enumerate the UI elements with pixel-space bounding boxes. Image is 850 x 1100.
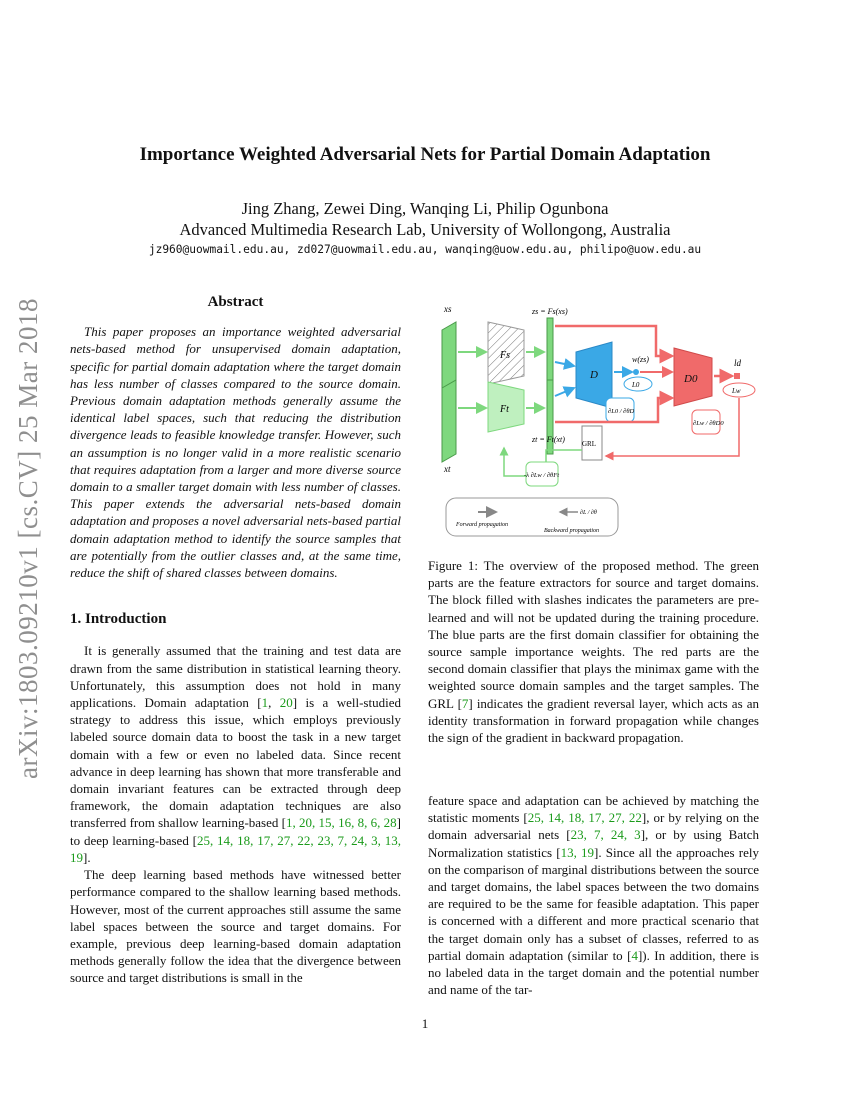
label-ld: ld — [734, 358, 742, 368]
label-d0: D0 — [684, 373, 698, 385]
figure-1-caption — [428, 557, 759, 746]
author-block — [0, 198, 850, 240]
label-zs: zs = Fs(xs) — [532, 307, 568, 316]
citation-links-batchnorm[interactable]: 13, 19 — [560, 844, 595, 860]
right-text-b: ], or by relying on the domain adversarial nets [ — [428, 810, 759, 843]
caption-text-a: Figure 1: The overview of the proposed method. The green parts are the feature extractors for source and target domains. The block filled with slashes indicates the parameters are pre-learned and will not be updated during the training procedure. The blue parts are the first domain classifier for obtaining the source sample importance weights. The red parts are the second domain classifier that plays the minimax game with the weighted source domain samples and the target samples. The GRL [ — [428, 558, 759, 711]
citation-link[interactable]: 1 — [261, 695, 269, 711]
caption-text-b: ] indicates the gradient reversal layer, which acts as an identity transformation in forward propagation while changes the sign of the gradient in backward propagation. — [428, 695, 759, 746]
arxiv-identifier: arXiv:1803.09210v1 [cs.CV] 25 Mar 2018 — [12, 297, 43, 779]
arrow-zs-d0 — [555, 326, 672, 356]
page-number: 1 — [421, 1016, 429, 1031]
paper-title: Importance Weighted Adversarial Nets for Partial Domain Adaptation — [139, 144, 711, 165]
arxiv-side-stamp — [6, 288, 50, 788]
legend-forward-label: Forward propagation — [456, 522, 509, 528]
right-text-d: ]. Since all the approaches rely on the comparison of marginal distributions between the source and target domains, the label spaces between the two domains are required to be the same for feasible adaptation. This paper is concerned with a different and more practical scenario that the target domain only has a subset of classes, referred to as partial domain adaptation (similar to [ — [428, 844, 760, 963]
label-fs: Fs — [500, 350, 510, 361]
weight-node — [633, 369, 639, 375]
arrow-zs-d — [555, 362, 574, 366]
intro-p1-text-b: ] is a well-studied strategy to address this issue, which employs previously labeled source domain data to boost the task in a new target domain with a few or even no labeled data. Since recent advance in deep learning has shown that more transferable and domain invariant features can be extracted through deep framework, the domain adaptation techniques are also transferred from shallow learning-based [ — [70, 695, 401, 831]
target-input-block — [442, 380, 456, 462]
right-text-c: ], or by using Batch Normalization statistics [ — [428, 827, 760, 860]
citation-links-deep[interactable]: 25, 14, 18, 17, 27, 22, 23, 7, 24, 3, 13, 19 — [70, 832, 401, 865]
label-grad-d0: ∂Lw / ∂θD0 — [693, 420, 724, 427]
intro-paragraph-2: The deep learning based methods have witnessed better performance compared to the shallow learning based methods. However, most of the current approaches still assume the same label spaces between the source and target domains. For example, previous deep learning-based domain adaptation methods generally follow the idea that the divergence between source and target distributions is small in the — [70, 867, 401, 986]
label-xt: xt — [444, 464, 451, 474]
label-l0: L0 — [632, 381, 640, 389]
figure-1-diagram — [436, 300, 766, 540]
citation-link[interactable]: 20 — [279, 695, 293, 711]
label-d: D — [590, 369, 598, 381]
right-column — [428, 792, 759, 998]
label-grad-d: ∂L0 / ∂θD — [608, 408, 635, 415]
left-column — [70, 294, 401, 987]
right-paragraph — [428, 792, 759, 998]
label-xs: xs — [444, 304, 452, 314]
intro-paragraph-1 — [70, 642, 401, 866]
legend-backward-label: Backward propagation — [544, 528, 600, 534]
label-zt: zt = Ft(xt) — [532, 435, 565, 444]
output-node — [734, 373, 740, 379]
citation-links-shallow[interactable]: 1, 20, 15, 16, 8, 6, 28 — [285, 815, 397, 831]
introduction-heading: 1. Introduction — [70, 611, 167, 628]
legend-grad-label: ∂L / ∂θ — [580, 510, 597, 516]
abstract-heading: Abstract — [207, 294, 264, 310]
label-grad-ft: -λ ∂Lw / ∂θFt — [524, 472, 560, 479]
label-w: w(zs) — [632, 355, 649, 364]
right-text-e: ]). In addition, there is no labeled data in the target domain and the potential number and name of the tar- — [428, 947, 759, 998]
citation-links-adversarial[interactable]: 23, 7, 24, 3 — [570, 827, 641, 843]
citation-link[interactable]: 7 — [461, 695, 469, 711]
right-text-a: feature space and adaptation can be achieved by matching the statistic moments [ — [428, 793, 759, 826]
abstract-text: This paper proposes an importance weighted adversarial nets-based method for unsupervised domain adaptation, specific for partial domain adaptation where the target domain has less number of classes compared to the source domain. Previous domain adaptation methods generally assume the identical label spaces, such that reducing the distribution divergence leads to feasible knowledge transfer. However, such an assumption is no longer valid in a more realistic scenario that requires adaptation from a larger and more diverse source domain to a smaller target domain with less number of classes. This paper extends the adversarial nets-based domain adaptation and proposes a novel adversarial nets-based partial domain adaptation method to identify the source samples that are potentially from the outlier classes and, at the same time, reduce the shift of shared classes between domains. — [70, 324, 401, 581]
intro-p1-text-c: ] to deep learning-based [ — [70, 815, 402, 848]
intro-p1-text-d: ]. — [83, 849, 91, 865]
author-emails: jz960@uowmail.edu.au, zd027@uowmail.edu.au, wanqing@uow.edu.au, philipo@uow.edu.au — [148, 243, 702, 256]
label-lw: Lw — [732, 387, 741, 395]
intro-p1-text-a: It is generally assumed that the training and test data are drawn from the same distribution in statistical learning theory. Unfortunately, this assumption does not hold in many applications. Domain adaptation [ — [70, 643, 401, 711]
citation-links-moments[interactable]: 25, 14, 18, 17, 27, 22 — [527, 810, 642, 826]
label-grl: GRL — [582, 440, 596, 448]
label-ft: Ft — [500, 404, 509, 415]
intro-p1-sep: , — [268, 695, 280, 711]
architecture-diagram — [436, 300, 766, 540]
author-names: Jing Zhang, Zewei Ding, Wanqing Li, Philip Ogunbona — [241, 199, 609, 218]
affiliation: Advanced Multimedia Research Lab, University of Wollongong, Australia — [179, 220, 671, 239]
arrow-zt-d — [555, 388, 574, 396]
citation-link[interactable]: 4 — [631, 947, 638, 963]
